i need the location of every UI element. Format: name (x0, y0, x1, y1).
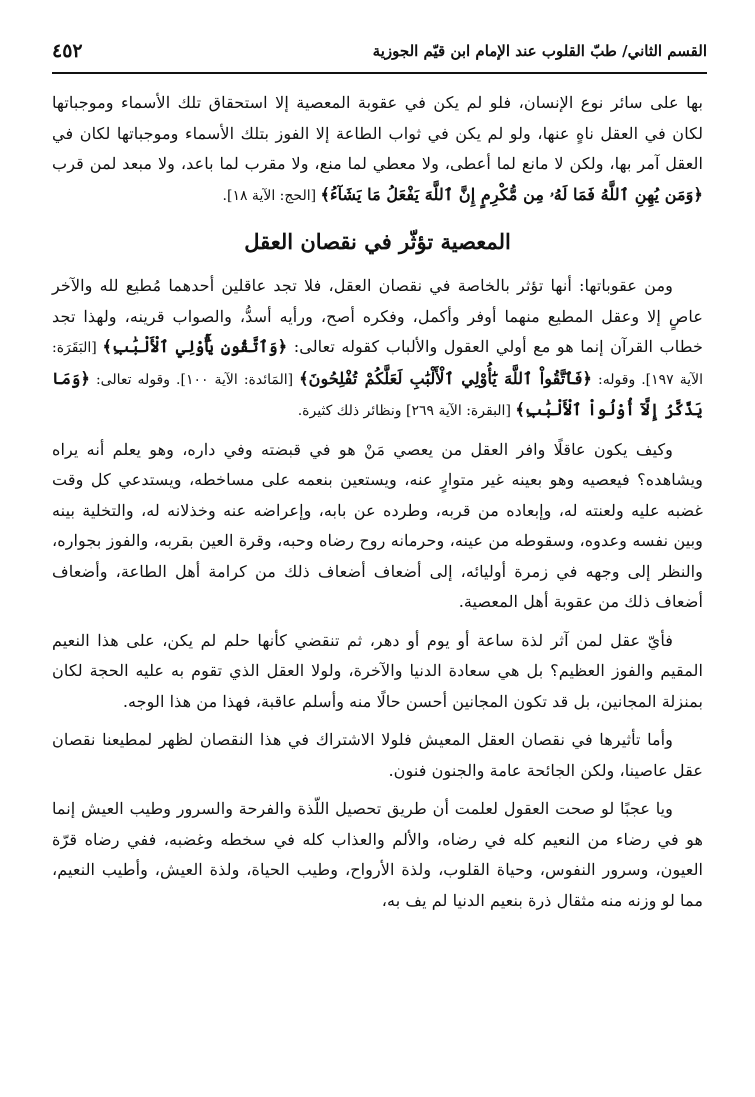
paragraph-2-text: ومن عقوباتها: أنها تؤثر بالخاصة في نقصان العقل، فلا تجد عاقلين أحدهما مُطيع لله والآخر عاصٍ إلا وعقل المطيع منهما أوفر وأكمل، وفكره أصح، ورأيه أسدُّ، والصواب قرينه، ولهذا تجد خطاب القرآن إنما هو مع أولي العقول والألباب كقوله تعالى: (52, 276, 703, 356)
paragraph-1 (52, 88, 703, 211)
quran-ref-1: [الحج: الآية ١٨]. (222, 187, 321, 204)
quran-quote-3: ﴿فَٱتَّقُواْ ٱللَّهَ يَٰٓأُوْلِي ٱلْأَلْبَٰبِ لَعَلَّكُمْ تُفْلِحُونَ﴾ (299, 368, 593, 388)
quran-ref-4: [البقرة: الآية ٢٦٩] ونظائر ذلك كثيرة. (297, 403, 516, 419)
page-number: ٤٥٢ (52, 40, 83, 62)
quran-ref-2: [البَقَرَة: الآية ١٩٧]. وقوله: (52, 340, 703, 388)
running-header (52, 32, 707, 74)
quran-quote-4: ﴿وَمَا يَذَّكَّرُ إِلَّآ أُوْلُواْ ٱلْأَلْبَٰبِ﴾ (52, 368, 703, 419)
quran-quote-1: ﴿وَمَن يُهِنِ ٱللَّهُ فَمَا لَهُۥ مِن مُّكْرِمٍ إِنَّ ٱللَّهَ يَفْعَلُ مَا يَشَآءُ﴾ (320, 184, 703, 204)
paragraph-2 (52, 271, 703, 427)
paragraph-6: ويا عجبًا لو صحت العقول لعلمت أن طريق تحصيل اللّذة والفرحة والسرور وطيب العيش إنما هو في رضاء من النعيم كله في رضاه، والألم والعذاب كله في سخطه وغضبه، ففي رضاه قرّة العيون، وسرور النفوس، وحياة القلوب، ولذة الأرواح، وطيب الحياة، ولذة العيش، وأطيب النعيم، مما لو وزنه منه مثقال ذرة بنعيم الدنيا لم يف به، (52, 799, 703, 910)
section-heading: المعصية تؤثّر في نقصان العقل (244, 229, 511, 254)
paragraph-3: وكيف يكون عاقلًا وافر العقل من يعصي مَنْ هو في قبضته وفي داره، وهو يعلم أنه يراه ويشاهده؟ فيعصيه وهو بعينه غير متوارٍ عنه، ويستعين بنعمه على مساخطه، ويستدعي كل وقت غضبه عليه ولعنته له، وإبعاده من قربه، وطرده عن بابه، وإعراضه عنه وخذلانه له، والتخلية بينه وبين نفسه وعدوه، وسقوطه من عينه، وحرمانه روح رضاه وحبه، وقرة العين بقربه، والفوز بجواره، والنظر إلى وجهه في زمرة أوليائه، إلى أضعاف أضعاف ذلك من كرامة أهل الطاعة، وأضعاف أضعاف ذلك من عقوبة أهل المعصية. (52, 439, 703, 611)
quran-quote-2: ﴿وَٱتَّقُونِ يَٰٓأُوْلِي ٱلْأَلْبَٰبِ﴾ (102, 337, 288, 356)
header-title: القسم الثاني/ طبّ القلوب عند الإمام ابن قيّم الجوزية (372, 42, 707, 60)
paragraph-4: فأيّ عقل لمن آثر لذة ساعة أو يوم أو دهر، ثم تنقضي كأنها حلم لم يكن، على هذا النعيم المقيم والفوز العظيم؟ بل هي سعادة الدنيا والآخرة، ولولا العقل الذي تقوم به عليه الحجة لكان بمنزلة المجانين، بل قد تكون المجانين أحسن حالًا منه وأسلم عاقبة، فهذا من هذا الوجه. (52, 630, 703, 711)
paragraph-5: وأما تأثيرها في نقصان العقل المعيش فلولا الاشتراك في هذا النقصان لظهر لمطيعنا نقصان عقل عاصينا، ولكن الجائحة عامة والجنون فنون. (52, 730, 703, 780)
quran-ref-3: [المَائدة: الآية ١٠٠]. وقوله تعالى: (89, 371, 300, 388)
paragraph-1-text: بها على سائر نوع الإنسان، فلو لم يكن في عقوبة المعصية إلا استحقاق تلك الأسماء وموجباتها لكان في العقل ناهٍ عنها، ولو لم يكن في ثواب الطاعة إلا الفوز بتلك الأسماء وموجباتها لكان في العقل آمر بها، ولكن لا مانع لما أعطى، ولا معطي لما منع، ولا مقرب لما باعد، ولا مبعد لمن قرب (52, 93, 703, 173)
page-body (52, 88, 703, 1077)
